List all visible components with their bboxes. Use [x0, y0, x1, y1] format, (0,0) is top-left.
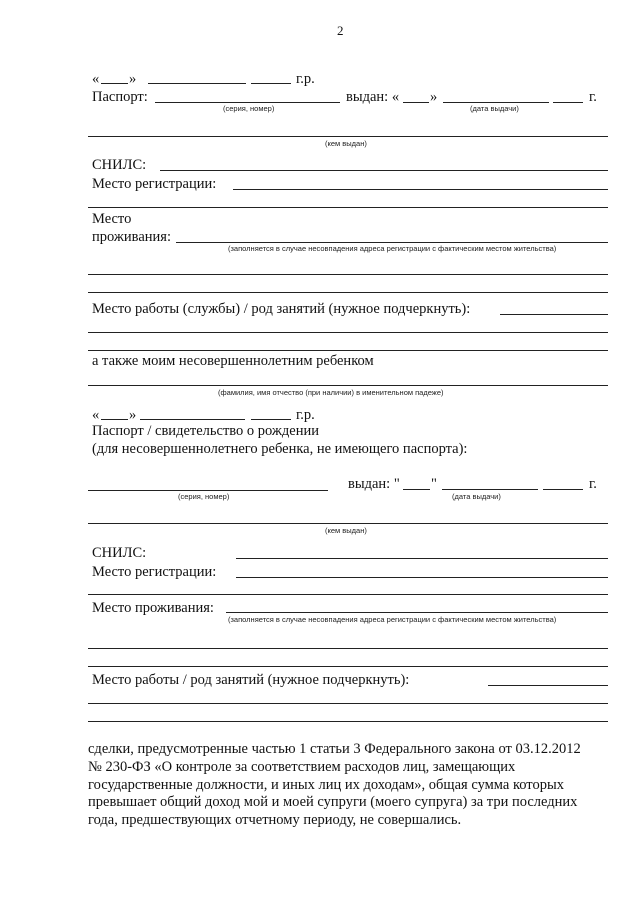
child-doc-issued-close: " [431, 476, 437, 492]
work-field-line2[interactable] [88, 332, 608, 333]
child-dob-open-quote: « [92, 407, 100, 423]
residence-label-line2: проживания: [92, 229, 171, 245]
closing-paragraph-line: года, предшествующих отчетному периоду, не совершались. [88, 812, 462, 829]
closing-paragraph [88, 741, 608, 830]
snils-label: СНИЛС: [92, 157, 147, 173]
passport-issue-day-field[interactable] [403, 102, 429, 103]
child-residence-label: Место проживания: [92, 600, 214, 616]
child-doc-issue-date-field[interactable] [442, 489, 538, 490]
work-field[interactable] [500, 314, 608, 315]
passport-issue-date-field[interactable] [443, 102, 549, 103]
closing-paragraph-line: государственные должности, и иных лиц их доходам», общая сумма которых [88, 776, 564, 793]
child-residence-field-line2[interactable] [88, 648, 608, 649]
child-dob-year-field[interactable] [251, 419, 291, 420]
issued-by-hint: (кем выдан) [325, 139, 367, 148]
closing-paragraph-line: сделки, предусмотренные частью 1 статьи 3 Федерального закона от 03.12.2012 [88, 741, 581, 757]
child-snils-field[interactable] [236, 558, 608, 559]
dob-close-quote: » [129, 71, 137, 87]
passport-series-hint: (серия, номер) [223, 104, 275, 113]
child-doc-series-field[interactable] [88, 490, 328, 491]
child-registration-field[interactable] [236, 577, 608, 578]
child-work-field[interactable] [488, 685, 608, 686]
work-label: Место работы (службы) / род занятий (нужное подчеркнуть): [92, 301, 471, 317]
child-name-field[interactable] [88, 385, 608, 386]
child-work-field-line3[interactable] [88, 721, 608, 722]
passport-issued-close: » [430, 89, 438, 105]
child-doc-label: Паспорт / свидетельство о рождении [92, 423, 320, 439]
child-registration-field-line2[interactable] [88, 594, 608, 595]
child-work-label: Место работы / род занятий (нужное подчеркнуть): [92, 672, 410, 688]
passport-issue-year-field[interactable] [553, 102, 583, 103]
residence-hint: (заполняется в случае несовпадения адреса регистрации с фактическим местом жительства) [228, 244, 557, 253]
closing-paragraph-line: превышает общий доход мой и моей супруги (моего супруга) за три последних [88, 794, 578, 811]
child-issued-by-field[interactable] [88, 523, 608, 524]
registration-field-line2[interactable] [88, 207, 608, 208]
work-field-line3[interactable] [88, 350, 608, 351]
child-work-field-line2[interactable] [88, 703, 608, 704]
closing-paragraph-line: № 230-ФЗ «О контроле за соответствием расходов лиц, замещающих [88, 758, 516, 775]
passport-issue-date-hint: (дата выдачи) [470, 104, 519, 113]
child-snils-label: СНИЛС: [92, 545, 147, 561]
dob-year-suffix: г.р. [296, 71, 315, 87]
child-doc-issued-label: выдан: " [348, 476, 400, 492]
child-residence-field-line3[interactable] [88, 666, 608, 667]
child-intro: а также моим несовершеннолетним ребенком [92, 353, 374, 369]
child-doc-year-suffix: г. [589, 476, 597, 492]
child-registration-label: Место регистрации: [92, 564, 217, 580]
passport-label: Паспорт: [92, 89, 148, 105]
registration-field[interactable] [233, 189, 608, 190]
passport-series-field[interactable] [155, 102, 340, 103]
child-residence-field[interactable] [226, 612, 608, 613]
child-dob-day-field[interactable] [101, 419, 128, 420]
snils-field[interactable] [160, 170, 608, 171]
residence-field[interactable] [176, 242, 608, 243]
child-doc-note: (для несовершеннолетнего ребенка, не имеющего паспорта): [92, 441, 468, 457]
residence-field-line3[interactable] [88, 292, 608, 293]
issued-by-field[interactable] [88, 136, 608, 137]
registration-label: Место регистрации: [92, 176, 217, 192]
dob-year-field[interactable] [251, 83, 291, 84]
page-number: 2 [337, 23, 344, 38]
child-dob-close-quote: » [129, 407, 137, 423]
child-name-hint: (фамилия, имя отчество (при наличии) в именительном падеже) [218, 388, 444, 397]
residence-field-line2[interactable] [88, 274, 608, 275]
dob-month-field[interactable] [148, 83, 246, 84]
child-doc-issue-year-field[interactable] [543, 489, 583, 490]
child-doc-series-hint: (серия, номер) [178, 492, 230, 501]
child-residence-hint: (заполняется в случае несовпадения адреса регистрации с фактическим местом жительства) [228, 615, 557, 624]
residence-label-line1: Место [92, 211, 132, 227]
dob-open-quote: « [92, 71, 100, 87]
child-dob-year-suffix: г.р. [296, 407, 315, 423]
passport-issued-label: выдан: « [346, 89, 400, 105]
passport-year-suffix: г. [589, 89, 597, 105]
child-issued-by-hint: (кем выдан) [325, 526, 367, 535]
child-doc-issue-day-field[interactable] [403, 489, 430, 490]
child-doc-issue-date-hint: (дата выдачи) [452, 492, 501, 501]
child-dob-month-field[interactable] [140, 419, 245, 420]
dob-day-field[interactable] [101, 83, 128, 84]
